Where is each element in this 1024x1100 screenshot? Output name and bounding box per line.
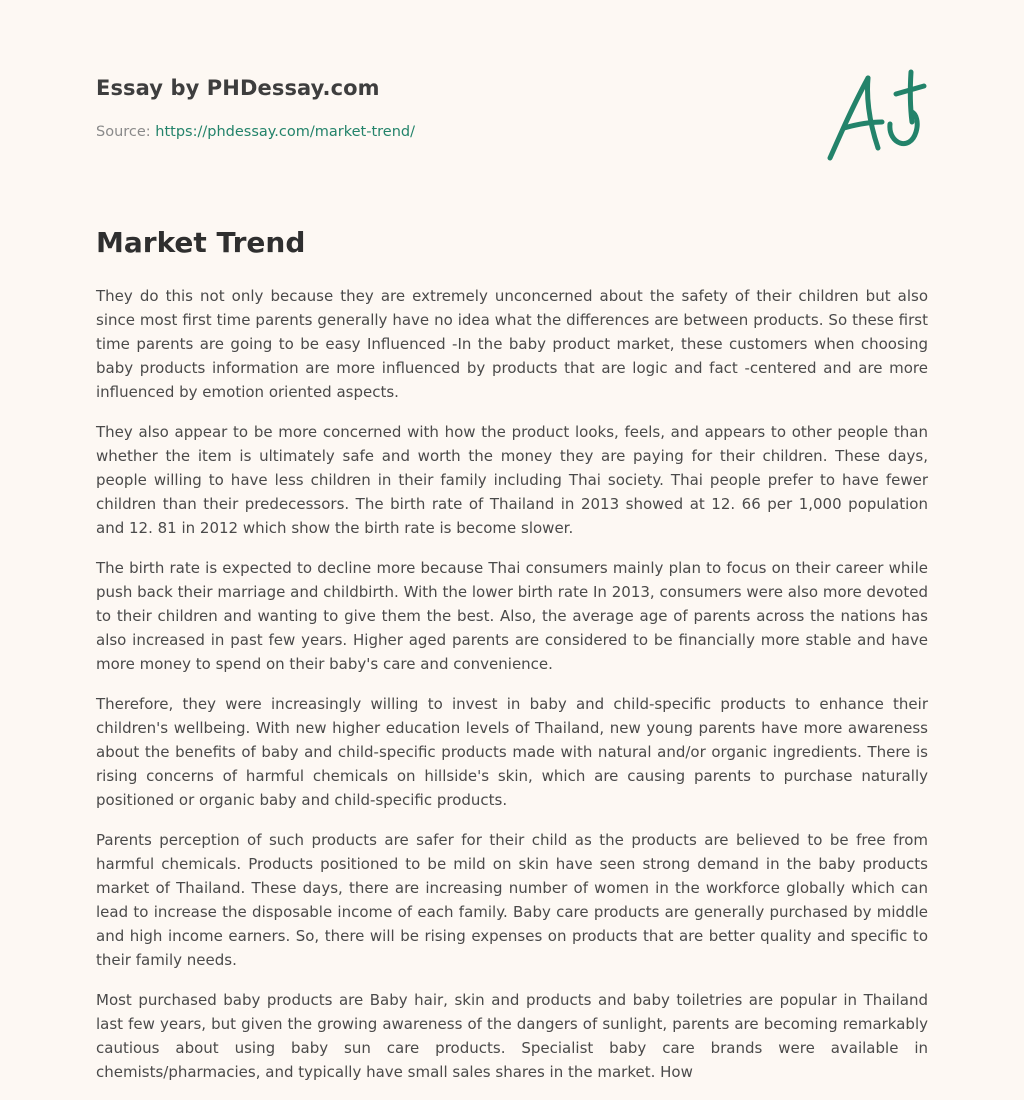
- essay-paragraph: They also appear to be more concerned with how the product looks, feels, and appears to other people than whether the item is ultimately safe and worth the money they are paying for their children. These days, people willing to have less children in their family including Thai society. Thai people prefer to have fewer children than their predecessors. The birth rate of Thailand in 2013 showed at 12. 66 per 1,000 population and 12. 81 in 2012 which show the birth rate is become slower.: [96, 423, 928, 537]
- essay-paragraph: Parents perception of such products are safer for their child as the products are believed to be free from harmful chemicals. Products positioned to be mild on skin have seen strong demand in the baby products market of Thailand. These days, there are increasing number of women in the workforce globally which can lead to increase the disposable income of each family. Baby care products are generally purchased by middle and high income earners. So, there will be rising expenses on products that are better quality and specific to their family needs.: [96, 831, 928, 969]
- essay-paragraph: Therefore, they were increasingly willing to invest in baby and child-specific products to enhance their children's wellbeing. With new higher education levels of Thailand, new young parents have more awareness about the benefits of baby and child-specific products made with natural and/or organic ingredients. There is rising concerns of harmful chemicals on hillside's skin, which are causing parents to purchase naturally positioned or organic baby and child-specific products.: [96, 695, 928, 809]
- essay-paragraph: Most purchased baby products are Baby hair, skin and products and baby toiletries are popular in Thailand last few years, but given the growing awareness of the dangers of sunlight, parents are becoming remarkably cautious about using baby sun care products. Specialist baby care brands were available in chemists/pharmacies, and typically have small sales shares in the market. How: [96, 991, 928, 1081]
- site-brand: Essay by PHDessay.com: [96, 76, 380, 100]
- source-label: Source:: [96, 124, 151, 140]
- source-link[interactable]: https://phdessay.com/market-trend/: [155, 124, 415, 140]
- essay-paragraph: They do this not only because they are extremely unconcerned about the safety of their children but also since most first time parents generally have no idea what the differences are between products. So these first time parents are going to be easy Influenced -In the baby product market, these customers when choosing baby products information are more influenced by products that are logic and fact -centered and are more influenced by emotion oriented aspects.: [96, 287, 928, 401]
- essay-body: [96, 284, 928, 1100]
- source-line: [96, 124, 415, 140]
- a-plus-logo-icon: [820, 66, 930, 166]
- essay-title: Market Trend: [96, 226, 306, 259]
- essay-paragraph: The birth rate is expected to decline more because Thai consumers mainly plan to focus on their career while push back their marriage and childbirth. With the lower birth rate In 2013, consumers were also more devoted to their children and wanting to give them the best. Also, the average age of parents across the nations has also increased in past few years. Higher aged parents are considered to be financially more stable and have more money to spend on their baby's care and convenience.: [96, 559, 928, 673]
